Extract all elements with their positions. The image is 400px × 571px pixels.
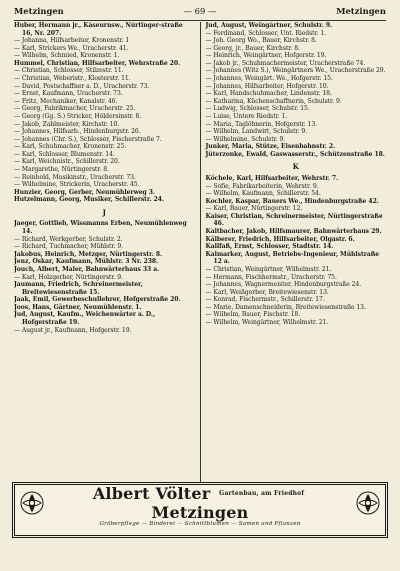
directory-entry: Jaeger, Gottlieb, Wissmanns Erben, Neumühlenweg 14. <box>14 220 187 236</box>
directory-entry: — Wilhelm, Weingärtner, Wilhelmstr. 21. <box>205 318 329 326</box>
directory-entry: Kochler, Kaspar, Bauers We., Hindenburgstraße 42. <box>205 197 379 205</box>
directory-entry: Jud, August, Kaufm., Weichenwärter a. D., Hofgerstraße 19. <box>14 311 156 326</box>
header-left: Metzingen <box>14 6 64 16</box>
advertisement-row <box>19 484 381 522</box>
directory-entry: — Wilhelm, Kaufmann, Schillerstr. 54. <box>205 190 321 198</box>
directory-entry: — Ferdinand, Schlosser, Unt. Riedstr. 1. <box>205 29 327 37</box>
directory-entry: — Karl, Schuhmacher, Kronenstr. 25. <box>14 143 127 151</box>
directory-entry: — Karl, Schlosser, Blumenstr. 14. <box>14 150 115 158</box>
directory-entry: — Luise, Untere Riedstr. 1. <box>205 112 288 120</box>
directory-entry: — Hermann, Fischhermstr., Uracherstr. 75. <box>205 273 337 281</box>
right-column <box>200 22 387 482</box>
directory-entry: — Christian, Weberistr., Klosterstr. 11. <box>14 75 131 83</box>
directory-entry: — Joh. Georg Wo., Bauer, Kirchstr. 8. <box>205 37 317 45</box>
advertiser-name: Albert Völter <box>92 484 211 503</box>
directory-entry: — August jr., Kaufmann, Hofgerstr. 19. <box>14 326 132 334</box>
directory-entry: — Maria, Taglöhnerin, Hofgerstr. 13. <box>205 120 317 128</box>
advertiser-small-text: Gartenbau, am Friedhof <box>219 490 305 498</box>
advertisement-tagline: Gräberpflege — Binderei — Schnittblumen — Samen und Pflanzen <box>99 521 301 527</box>
directory-entry: Jud, August, Weingärtner, Schulstr. 9. <box>205 22 333 29</box>
directory-entry: Hunzier, Georg, Gerber, Neumühlerweg 3. <box>14 188 155 196</box>
directory-entry: — Christian, Schlosser, Stilzestr. 11. <box>14 67 124 75</box>
directory-entry: Huber, Hermann jr., Käseurnsw., Nürtinger-straße 16, Nr. 207. <box>14 22 183 37</box>
advertisement <box>14 484 386 536</box>
directory-entry: — Georg, Fabrikmacher, Uracherstr. 25. <box>14 105 136 113</box>
section-letter: K <box>292 162 299 172</box>
directory-entry: — Karl, Handschuhmacher, Lindenstr. 18. <box>205 90 332 98</box>
directory-entry: — Karl, Weißgerber, Breitewiesenstr. 13. <box>205 288 329 296</box>
directory-entry: — Ernst, Kaufmann, Uracherstr. 73. <box>14 90 123 98</box>
floral-ornament-icon <box>355 490 381 516</box>
directory-entry: — David, Postschaffner a. D., Uracherstr. 73. <box>14 82 150 90</box>
section-letter: J <box>102 207 106 217</box>
directory-entry: — Johannes (Chr. S.), Schlosser, Fischerstraße 7. <box>14 135 162 143</box>
directory-entry: — Johannes, Wagnermeister, Hindenburgstraße 24. <box>205 281 362 289</box>
floral-ornament-icon <box>19 490 45 516</box>
header-right: Metzingen <box>336 6 386 16</box>
directory-entry: Kälberer, Friedrich, Hilfsarbeiter, Olgastr. 6. <box>205 235 355 243</box>
directory-entry: — Jakob jr., Schuhmachermeister, Uracherstraße 74. <box>205 59 366 67</box>
directory-entry: — Karl, Strickers We., Uracherstr. 41. <box>14 44 129 52</box>
directory-entry: — Karl, Weichnistr., Schillerstr. 20. <box>14 158 120 166</box>
directory-entry: — Margarethe, Nürtingerstr. 8. <box>14 165 109 173</box>
directory-entry: — Richard, Tuchmacher, Mühlstr. 9. <box>14 243 124 251</box>
directory-entry: — Heinrich, Weingärtner, Hofgerstr. 19. <box>205 52 327 60</box>
directory-entry: Kaiser, Christian, Schreinermeister, Nürtingerstraße 46. <box>205 212 383 228</box>
directory-entry: — Ludwig, Schlosser, Schulstr. 15. <box>205 105 310 113</box>
directory-entry: Jüterzonke, Ewald, Gaswasserstr., Schützenstraße 18. <box>205 150 385 158</box>
directory-entry: — Georg (Gg. S.) Stricker, Höldersinstr. 8. <box>14 112 142 120</box>
directory-entry: Jouch, Albert, Maler, Bahnwärterhaus 33 a. <box>14 265 160 273</box>
directory-entry: Hummel, Christian, Hilfsarbeiter, Wehrstraße 20. <box>14 59 181 67</box>
directory-entry: — Katharina, Küchenschaffnerin, Schulstr. 9. <box>205 97 342 105</box>
directory-entry: — Marie, Damenschneiderin, Breitewiesenstraße 13. <box>205 303 366 311</box>
directory-entry: Hutzelmann, Georg, Musiker, Schillerstr. 24. <box>14 196 164 204</box>
directory-entry: — Georg, jr., Bauer, Kirchstr. 8. <box>205 44 300 52</box>
directory-entry: — Reinhold, Musikinstr., Uracherstr. 73. <box>14 173 136 181</box>
directory-entry: — Johannes, Hilfsarb., Hindenburgstr. 26. <box>14 128 141 136</box>
directory-entry: Kallfaß, Ernst, Schlosser, Stadtstr. 14. <box>205 243 334 251</box>
directory-entry: — Johannes, Weingärt. We., Hofgerstr. 15. <box>205 75 333 83</box>
directory-entry: Joos, Hans, Gärtner, Neumühlenstr. 1. <box>14 303 142 311</box>
directory-entry: Junker, Maria, Stütze, Eisenbahnstr. 2. <box>205 143 336 151</box>
directory-entry: Jakobus, Heinrich, Metzger, Nürtingerstr. 8. <box>14 250 163 258</box>
directory-entry: — Wilhelm, Schmied, Kronenstr. 1. <box>14 52 120 60</box>
directory-entry: — Wilhelmine, Schulstr. 9. <box>205 135 286 143</box>
directory-entry: — Johannes, Hilfsarbeiter, Hofgerstr. 10. <box>205 82 329 90</box>
advertiser-line <box>45 484 355 522</box>
directory-entry: — Wilhelmine, Strickerin, Uracherstr. 45. <box>14 181 140 189</box>
left-column <box>14 22 200 482</box>
directory-entry: — Karl, Bauer, Nürtingerstr. 12. <box>205 205 303 213</box>
directory-entry: — Richard, Werkgerber, Schulstr. 2. <box>14 235 123 243</box>
directory-entry: — Fritz, Mechaniker, Kanalstr. 46. <box>14 97 118 105</box>
directory-entry: — Karl, Holzgerber, Nürtingerstr. 9. <box>14 273 123 281</box>
directory-entry: — Christian, Weingärtner, Wilhelmstr. 21. <box>205 265 332 273</box>
directory-entry: — Wilhelm, Landwirt, Schulstr. 9. <box>205 128 308 136</box>
directory-entry: — Sofie, Fabrikarbeiterin, Wehrstr. 9. <box>205 182 319 190</box>
directory-entry: Jaak, Emil, Gewerbeschullehrer, Hofgerstraße 20. <box>14 296 181 304</box>
directory-entry: — Konrad, Fischermstr., Schillerstr. 17. <box>205 296 325 304</box>
directory-entry: — Johannes (Witz S.), Weingärtners We., Uracherstraße 29. <box>205 67 386 75</box>
directory-entry: — Johanna, Hilfsarbeiter, Kronenstr. 1 <box>14 37 130 45</box>
directory-entry: Köchele, Karl, Hilfsarbeiter, Wehrstr. 7. <box>205 174 339 182</box>
directory-entry: Kaltbacher, Jakob, Hilfsmaurer, Bahnwärterhaus 29. <box>205 228 382 236</box>
directory-entry: Jaumann, Friedrich, Schreinermeister, Breitewiesenstraße 15. <box>14 281 143 296</box>
directory-entry: Kalmarker, August, Betriebs-Ingenieur, Mühlstraße 12 a. <box>205 250 380 266</box>
directory-entry: — Wilhelm, Bauer, Fischstr. 18. <box>205 311 301 319</box>
advertiser-town: Metzingen <box>151 503 249 522</box>
directory-entry: Jenz, Oskar, Kaufmann, Mühlstr. 3 Nr. 238. <box>14 258 159 266</box>
page-header <box>14 6 386 21</box>
page-number: — 69 — <box>183 6 217 16</box>
directory-entry: — Jakob, Zahlmeister, Kirchstr. 10. <box>14 120 120 128</box>
directory-columns <box>14 22 386 482</box>
